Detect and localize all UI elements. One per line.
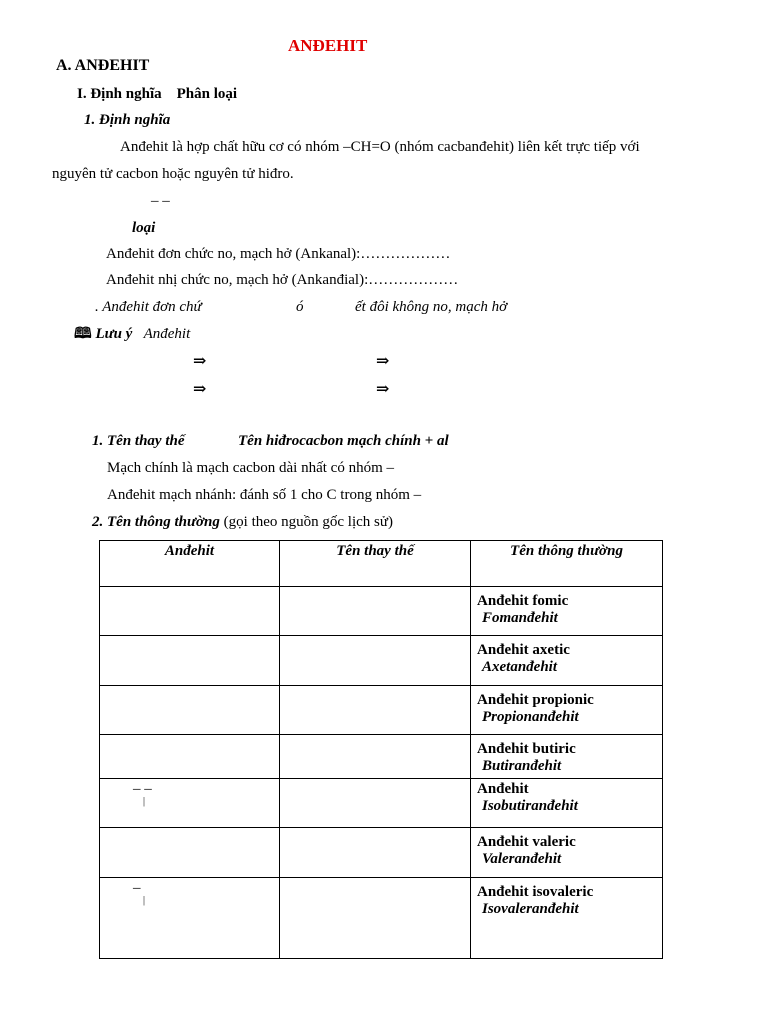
naming-2-heading	[92, 515, 393, 530]
classification-item-3	[95, 300, 202, 315]
table-row	[100, 686, 663, 735]
alternate-name: Propionanđehit	[482, 709, 579, 725]
table-row	[100, 878, 663, 959]
section-a-heading: A. ANĐEHIT	[56, 57, 150, 74]
common-name-cell	[471, 828, 663, 878]
common-name: Anđehit isovaleric	[477, 884, 594, 900]
aldehyde-formula-cell	[100, 587, 280, 636]
aldehyde-formula-cell	[100, 735, 280, 779]
formula-fragment: –	[133, 880, 141, 896]
common-name-cell	[471, 636, 663, 686]
substitutive-name-cell	[280, 779, 471, 828]
common-name: Anđehit valeric	[477, 834, 576, 850]
classification-item-3c: ết đôi không no, mạch hở	[355, 299, 508, 315]
common-name: Anđehit propionic	[477, 692, 594, 708]
common-name: Anđehit fomic	[477, 593, 569, 609]
formula-branch: |	[143, 796, 146, 807]
alternate-name: Valeranđehit	[482, 851, 562, 867]
alternate-name: Isobutiranđehit	[482, 798, 578, 814]
definition-line-2: nguyên tử cacbon hoặc nguyên tử hiđro.	[52, 166, 294, 182]
alternate-name: Fomanđehit	[482, 610, 558, 626]
formula-branch: |	[143, 895, 146, 906]
classification-item-3a: . Anđehit đơn chứ	[95, 299, 202, 315]
page-title: ANĐEHIT	[288, 36, 368, 55]
aldehyde-formula-cell	[100, 878, 280, 959]
table-header-cell: Anđehit	[100, 541, 280, 587]
table-header-cell: Tên thông thường	[471, 541, 663, 587]
common-name-cell	[471, 878, 663, 959]
common-name: Anđehit	[477, 781, 529, 797]
note-line	[74, 327, 190, 342]
formula-fragment: – –	[133, 781, 152, 797]
table-row	[100, 636, 663, 686]
classification-heading: loại	[132, 220, 156, 236]
definition-heading: 1. Định nghĩa	[84, 112, 171, 128]
aldehyde-formula-cell	[100, 686, 280, 735]
aldehyde-formula-cell	[100, 636, 280, 686]
table-row	[100, 828, 663, 878]
implies-arrow-icon: ⇒	[193, 353, 207, 370]
note-text: Anđehit	[143, 326, 191, 342]
table-row	[100, 735, 663, 779]
classification-item-2: Anđehit nhị chức no, mạch hở (Ankanđial):………………	[106, 272, 459, 288]
alternate-name: Axetanđehit	[482, 659, 558, 675]
aldehyde-formula-cell	[100, 828, 280, 878]
book-icon: 🕮	[74, 326, 92, 342]
implies-arrow-icon: ⇒	[376, 353, 390, 370]
common-name: Anđehit axetic	[477, 642, 570, 658]
alternate-name: Isovaleranđehit	[482, 901, 579, 917]
common-name-cell	[471, 686, 663, 735]
aldehyde-name-table	[99, 540, 663, 959]
section-i-number: I. Định nghĩa	[77, 86, 162, 102]
substitutive-name-cell	[280, 828, 471, 878]
section-i-rest: Phân loại	[176, 86, 238, 102]
alternate-name: Butiranđehit	[482, 758, 562, 774]
implies-arrow-icon: ⇒	[376, 381, 390, 398]
substitutive-name-cell	[280, 686, 471, 735]
table-header-row	[100, 541, 663, 587]
note-label: Lưu ý	[95, 326, 133, 342]
classification-item-3b: ó	[296, 299, 304, 315]
table-row	[100, 587, 663, 636]
common-name-cell	[471, 735, 663, 779]
naming-2-label: 2. Tên thông thường	[92, 514, 220, 530]
common-name-cell	[471, 587, 663, 636]
substitutive-name-cell	[280, 587, 471, 636]
naming-1-formula: Tên hiđrocacbon mạch chính + al	[238, 433, 449, 449]
section-i-heading	[77, 87, 237, 102]
naming-1-label: 1. Tên thay thế	[92, 433, 185, 449]
table-row	[100, 779, 663, 828]
implies-arrow-icon: ⇒	[193, 381, 207, 398]
table-header-cell: Tên thay thế	[280, 541, 471, 587]
substitutive-name-cell	[280, 878, 471, 959]
naming-1-line-2: Anđehit mạch nhánh: đánh số 1 cho C trong nhóm –	[107, 487, 422, 503]
common-name-cell	[471, 779, 663, 828]
substitutive-name-cell	[280, 636, 471, 686]
common-name: Anđehit butiric	[477, 741, 576, 757]
naming-2-rest: (gọi theo nguồn gốc lịch sử)	[223, 514, 394, 530]
definition-line-1: Anđehit là hợp chất hữu cơ có nhóm –CH=O (nhóm cacbanđehit) liên kết trực tiếp với	[120, 139, 640, 155]
dash-line: – –	[151, 193, 170, 209]
substitutive-name-cell	[280, 735, 471, 779]
classification-item-1: Anđehit đơn chức no, mạch hở (Ankanal):………………	[106, 246, 451, 262]
aldehyde-formula-cell	[100, 779, 280, 828]
naming-1-line-1: Mạch chính là mạch cacbon dài nhất có nhóm –	[107, 460, 394, 476]
